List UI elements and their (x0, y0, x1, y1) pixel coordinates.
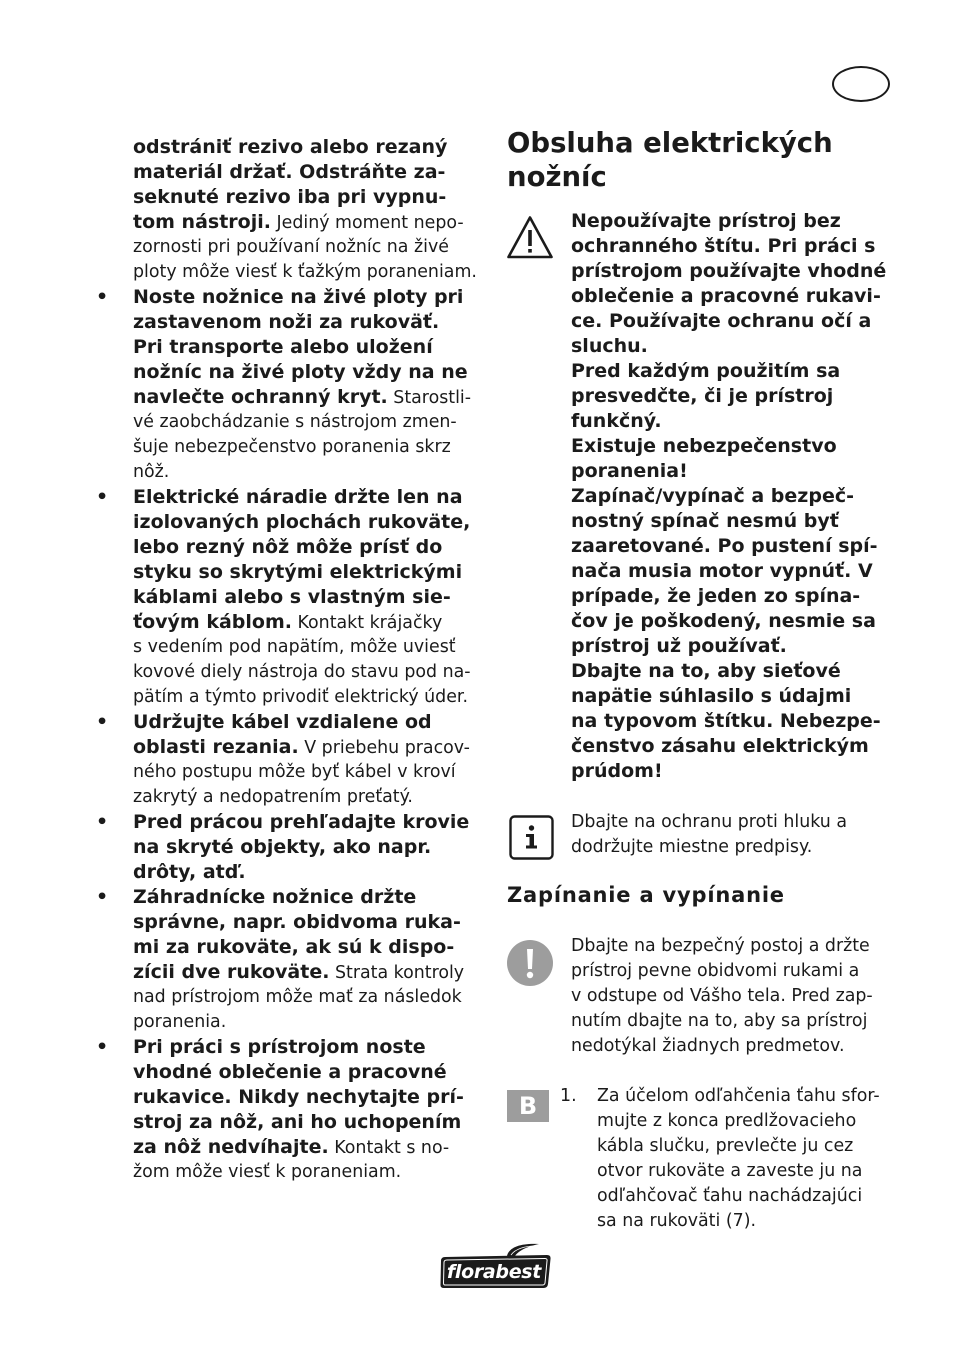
info-icon (509, 815, 554, 864)
body-text: Kontakt krájačky (291, 613, 443, 633)
bullet-marker: • (96, 711, 109, 733)
subsection-title: Zapínanie a vypínanie (507, 883, 785, 907)
bold-text: Pred prácou prehľadajte krovie (133, 811, 470, 833)
text-line: Existuje nebezpečenstvo (571, 435, 837, 457)
bold-text: stroj za nôž, ani ho uchopením (133, 1111, 462, 1133)
bold-text: Udržujte kábel vzdialene od (133, 711, 432, 733)
paragraph (133, 135, 483, 285)
text-line: ce. Používajte ochranu očí a (571, 310, 872, 332)
text-line: Zapínač/vypínač a bezpeč- (571, 485, 854, 507)
text-line (133, 1160, 483, 1185)
text-line (133, 135, 483, 160)
body-text: Jediný moment nepo- (270, 213, 464, 233)
text-line: otvor rukoväte a zaveste ju na (597, 1161, 863, 1181)
text-line: Obsluha elektrických (507, 127, 833, 159)
text-line: nostný spínač nesmú byť (571, 510, 839, 532)
left-column (96, 135, 483, 1185)
text-line: prístroj pevne obidvomi rukami a (571, 961, 860, 981)
bold-text: Elektrické náradie držte len na (133, 486, 463, 508)
bold-text: nožníc na živé ploty vždy na ne (133, 361, 468, 383)
info-note-text (571, 810, 847, 860)
body-text: Kontakt s no- (328, 1138, 450, 1158)
text-line: nutím dbajte na to, aby sa prístroj (571, 1011, 868, 1031)
brand-logo-text: florabest (446, 1261, 542, 1283)
bullet-item (96, 710, 483, 810)
bullet-item (96, 810, 483, 885)
bold-text: Záhradnícke nožnice držte (133, 886, 417, 908)
text-line (133, 1035, 483, 1060)
bold-text: materiál držať. Odstráňte za- (133, 161, 446, 183)
text-line (133, 285, 483, 310)
text-line (133, 460, 483, 485)
text-line: presvedčte, či je prístroj (571, 385, 834, 407)
text-line (133, 785, 483, 810)
text-line (133, 960, 483, 985)
text-line: Pred každým použitím sa (571, 360, 841, 382)
body-text: nôž. (133, 462, 170, 482)
text-line: funkčný. (571, 410, 662, 432)
bold-text: rukavice. Nikdy nechytajte prí- (133, 1086, 464, 1108)
text-line (133, 185, 483, 210)
text-line (133, 1060, 483, 1085)
warning-triangle-icon (506, 214, 554, 266)
bold-text: správne, napr. obidvoma ruka- (133, 911, 461, 933)
bullet-item (96, 485, 483, 710)
text-line: čov je poškodený, nesmie sa (571, 610, 876, 632)
text-line: sluchu. (571, 335, 648, 357)
text-line (133, 435, 483, 460)
text-line: zaaretované. Po pustení spí- (571, 535, 878, 557)
body-text: s vedením pod napätím, môže uviesť (133, 637, 456, 657)
text-line (133, 1135, 483, 1160)
body-text: poranenia. (133, 1012, 227, 1032)
text-line: sa na rukoväti (7). (597, 1211, 757, 1231)
body-text: žom môže viesť k poraneniam. (133, 1162, 402, 1182)
text-line: prúdom! (571, 760, 663, 782)
text-line: Za účelom odľahčenia ťahu sfor- (597, 1086, 880, 1106)
body-text: nad prístrojom môže mať za následok (133, 987, 462, 1007)
bold-text: zícii dve rukoväte. (133, 961, 330, 983)
text-line: prístroj už používať. (571, 635, 787, 657)
caution-text (571, 934, 873, 1059)
text-line: čenstvo zásahu elektrickým (571, 735, 869, 757)
text-line (133, 985, 483, 1010)
text-line: oblečenie a pracovné rukavi- (571, 285, 881, 307)
bold-text: izolovaných plochách rukoväte, (133, 511, 471, 533)
text-line: Dbajte na to, aby sieťové (571, 660, 841, 682)
body-text: ného postupu môže byť kábel v kroví (133, 762, 456, 782)
bullet-item (96, 1035, 483, 1185)
text-line (133, 385, 483, 410)
bold-text: na skryté objekty, ako napr. (133, 836, 432, 858)
text-line (133, 710, 483, 735)
body-text: pätím a týmto privodiť elektrický úder. (133, 687, 468, 707)
bold-text: navlečte ochranný kryt. (133, 386, 388, 408)
text-line (133, 410, 483, 435)
bullet-marker: • (96, 811, 109, 833)
bullet-marker: • (96, 286, 109, 308)
bullet-item (96, 285, 483, 485)
bold-text: lebo rezný nôž môže prísť do (133, 536, 443, 558)
body-text: V priebehu pracov- (298, 738, 470, 758)
bold-text: tom nástroji. (133, 211, 271, 233)
warning-text (571, 209, 886, 784)
bold-text: za nôž nedvíhajte. (133, 1136, 329, 1158)
body-text: Starostli- (387, 388, 472, 408)
body-text: kovové diely nástroja do stavu pod na- (133, 662, 471, 682)
text-line (133, 360, 483, 385)
body-text: Strata kontroly (329, 963, 465, 983)
text-line (133, 935, 483, 960)
text-line (133, 835, 483, 860)
body-text: šuje nebezpečenstvo poranenia skrz (133, 437, 451, 457)
section-title (507, 126, 833, 194)
brand-logo (439, 1242, 553, 1290)
bold-text: seknuté rezivo iba pri vypnu- (133, 186, 447, 208)
text-line: Dbajte na bezpečný postoj a držte (571, 936, 870, 956)
text-line (133, 760, 483, 785)
text-line: ochranného štítu. Pri práci s (571, 235, 876, 257)
bold-text: Pri transporte alebo uložení (133, 336, 433, 358)
figure-reference-badge: B (507, 1090, 549, 1122)
text-line: Dbajte na ochranu proti hluku a (571, 812, 848, 832)
text-line: prípade, že jeden zo spína- (571, 585, 861, 607)
text-line: Nepoužívajte prístroj bez (571, 210, 841, 232)
bold-text: Pri práci s prístrojom noste (133, 1036, 426, 1058)
step-number: 1. (560, 1086, 577, 1106)
bold-text: odstrániť rezivo alebo rezaný (133, 136, 448, 158)
text-line (133, 685, 483, 710)
body-text: vé zaobchádzanie s nástrojom zmen- (133, 412, 457, 432)
bullet-marker: • (96, 886, 109, 908)
text-line (133, 1085, 483, 1110)
country-code-badge (832, 66, 890, 102)
text-line: mujte z konca predlžovacieho (597, 1111, 857, 1131)
text-line (133, 660, 483, 685)
bold-text: zastavenom noži za rukoväť. (133, 311, 440, 333)
text-line (133, 860, 483, 885)
text-line (133, 735, 483, 760)
body-text: zakrytý a nedopatrením preťatý. (133, 787, 413, 807)
bold-text: káblami alebo s vlastným sie- (133, 586, 451, 608)
bullet-item (96, 885, 483, 1035)
text-line (133, 310, 483, 335)
text-line: kábla slučku, prevlečte ju cez (597, 1136, 854, 1156)
text-line (133, 610, 483, 635)
text-line: prístrojom používajte vhodné (571, 260, 887, 282)
bold-text: ťovým káblom. (133, 611, 292, 633)
text-line (133, 585, 483, 610)
text-line (133, 1110, 483, 1135)
text-line: poranenia! (571, 460, 688, 482)
text-line (133, 160, 483, 185)
text-line (133, 560, 483, 585)
text-line (133, 1010, 483, 1035)
text-line (133, 910, 483, 935)
bullet-marker: • (96, 1036, 109, 1058)
text-line: nožníc (507, 161, 607, 193)
text-line: odľahčovač ťahu nachádzajúci (597, 1186, 863, 1206)
text-line (133, 535, 483, 560)
text-line: dodržujte miestne predpisy. (571, 837, 813, 857)
bold-text: drôty, atď. (133, 861, 246, 883)
body-text: zornosti pri používaní nožníc na živé (133, 237, 449, 257)
text-line: nača musia motor vypnúť. V (571, 560, 873, 582)
text-line (133, 810, 483, 835)
text-line: na typovom štítku. Nebezpe- (571, 710, 881, 732)
text-line: v odstupe od Vášho tela. Pred zap- (571, 986, 873, 1006)
text-line: napätie súhlasilo s údajmi (571, 685, 852, 707)
text-line (133, 210, 483, 235)
exclamation-circle-icon (507, 940, 553, 990)
text-line (133, 335, 483, 360)
text-line (133, 260, 483, 285)
text-line (133, 885, 483, 910)
text-line (133, 635, 483, 660)
bold-text: styku so skrytými elektrickými (133, 561, 463, 583)
bold-text: vhodné oblečenie a pracovné (133, 1061, 447, 1083)
text-line (133, 235, 483, 260)
bullet-marker: • (96, 486, 109, 508)
bold-text: oblasti rezania. (133, 736, 299, 758)
step-text (597, 1084, 880, 1234)
text-line (133, 510, 483, 535)
text-line (133, 485, 483, 510)
text-line: nedotýkal žiadnych predmetov. (571, 1036, 845, 1056)
bold-text: mi za rukoväte, ak sú k dispo- (133, 936, 455, 958)
bold-text: Noste nožnice na živé ploty pri (133, 286, 464, 308)
body-text: ploty môže viesť k ťažkým poraneniam. (133, 262, 477, 282)
